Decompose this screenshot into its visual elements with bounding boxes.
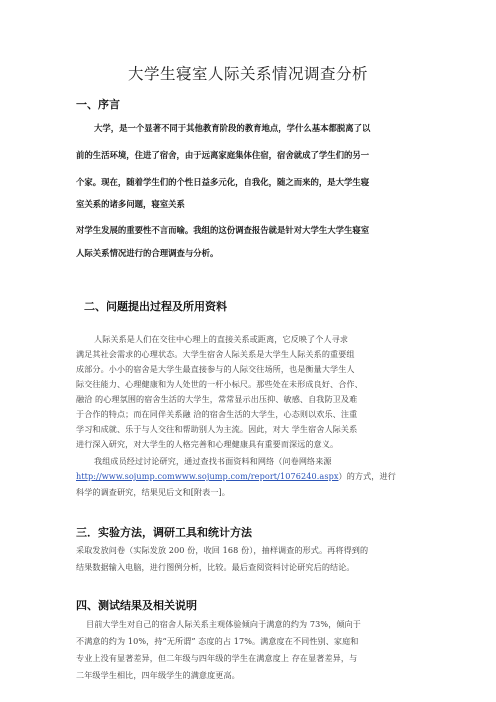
background-line-8: 进行深入研究，对大学生的人格完善和心理健康具有重要而深远的意义。 <box>76 439 339 449</box>
intro-line-2: 前的生活环境，住进了宿舍，由于远离家庭集体住宿，宿舍就成了学生们的另一 <box>76 150 370 160</box>
intro-line-4: 室关系的诸多问题，寝室关系 <box>76 199 185 209</box>
results-line-4: 二年级学生相比，四年级学生的满意度更高。 <box>76 670 240 680</box>
background-line-3: 成部分。小小的宿舍是大学生最直接参与的人际交往场所，也是衡量大学生人 <box>76 364 355 374</box>
survey-source-link[interactable]: http://www.sojump.comwww.sojump.com/report/1076240.aspx <box>76 471 339 481</box>
background-link-suffix: ）的方式，进行 <box>338 471 396 481</box>
background-line-4: 际交往能力、心理健康和为人处世的一杆小标尺。那些处在未形成良好、合作、 <box>76 379 363 389</box>
background-line-7: 学习和成就、乐于与人交往和帮助别人为主流。因此，对大 学生宿舍人际关系 <box>76 424 358 434</box>
intro-line-5: 对学生发展的重要性不言而喻。我组的这份调查报告就是针对大学生大学生寝室 <box>76 225 370 235</box>
background-line-5: 融洽 的心理氛围的宿舍生活的大学生，常常显示出压抑、敏感、自我防卫及难 <box>76 394 358 404</box>
intro-line-6: 人际关系情况进行的合理调查与分析。 <box>76 248 219 258</box>
background-line-2: 满足其社会需求的心理状态。大学生宿舍人际关系是大学生人际关系的重要组 <box>76 349 355 359</box>
section-heading-methods: 三．实验方法，调研工具和统计方法 <box>76 526 252 539</box>
background-line-last: 科学的调查研究，结果见后文和[附表一]。 <box>76 487 231 497</box>
document-title: 大学生寝室人际关系情况调查分析 <box>127 65 368 83</box>
intro-line-1: 大学，是一个显著不同于其他教育阶段的教育地点，学什么基本都脱离了以 <box>94 123 371 133</box>
background-link-line <box>76 471 396 482</box>
section-heading-intro: 一、序言 <box>76 98 120 111</box>
intro-line-3: 个家。现在，随着学生们的个性日益多元化，自我化，随之而来的，是大学生寝 <box>76 177 370 187</box>
methods-line-2: 结果数据输入电脑，进行图例分析，比较。最后查阅资料讨论研究后的结论。 <box>76 562 355 572</box>
results-line-1: 目前大学生对自己的宿舍人际关系主观体验倾向于满意的约为 73%，倾向于 <box>86 619 361 629</box>
section-heading-results: 四、测试结果及相关说明 <box>76 599 197 612</box>
results-line-2: 不满意的约为 10%，持“无所谓” 态度的占 17%。满意度在不同性别、家庭和 <box>76 636 359 646</box>
background-line-9: 我组成员经过讨论研究，通过查找书面资料和网络（问卷网络来源 <box>94 456 332 466</box>
results-line-3: 专业上没有显著差异，但二年级与四年级的学生在满意度上 存在显著差异，与 <box>76 653 358 663</box>
background-line-6: 于合作的特点；而在同伴关系融 洽的宿舍生活的大学生，心态则以欢乐、注重 <box>76 409 358 419</box>
methods-line-1: 采取发放问卷（实际发放 200 份，收回 168 份），抽样调查的形式。再将得到的 <box>76 545 369 555</box>
background-line-1: 人际关系是人们在交往中心理上的直接关系或距离，它反映了个人寻求 <box>94 334 349 344</box>
section-heading-background: 二、问题提出过程及所用资料 <box>84 300 227 313</box>
